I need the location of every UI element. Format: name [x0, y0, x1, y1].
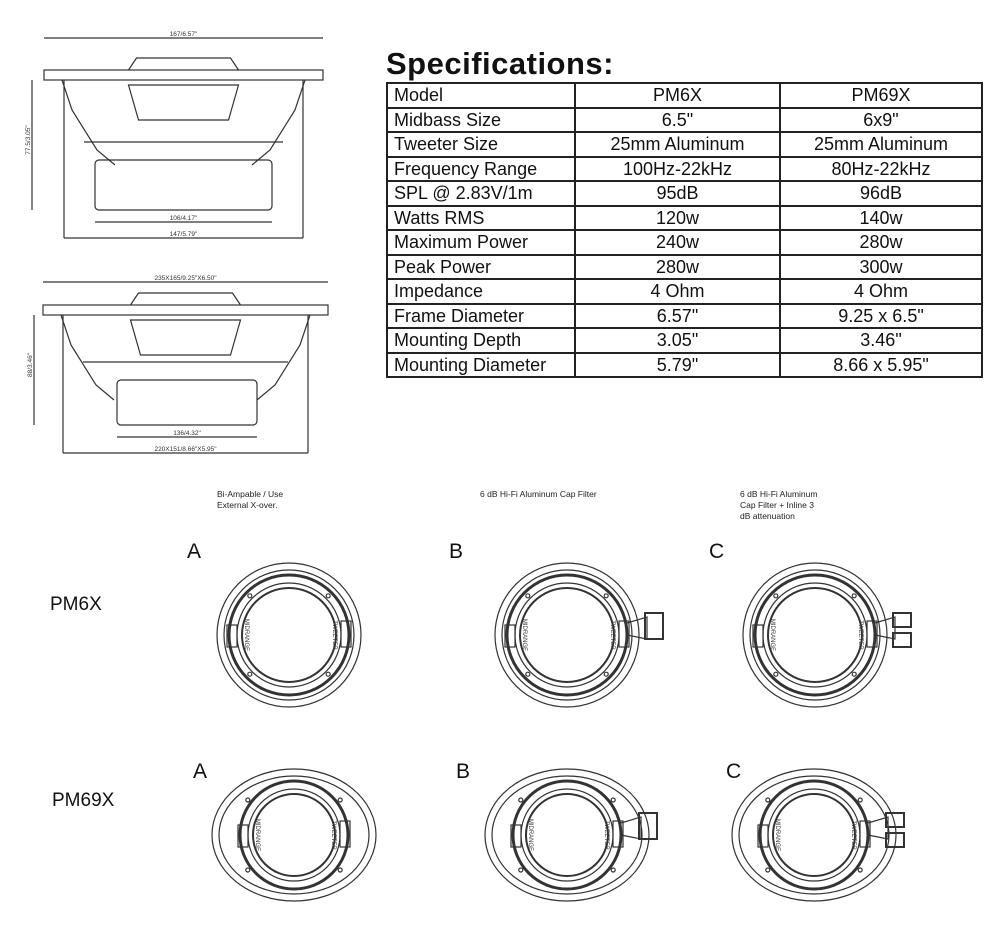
magnet-profile: [95, 160, 272, 210]
caption-line: 6 dB Hi-Fi Aluminum: [740, 489, 818, 499]
outer-frame: [743, 563, 887, 707]
spec-value: 5.79": [575, 353, 780, 378]
tweeter-label: TWEETER: [603, 820, 609, 850]
side-view-drawings: [0, 0, 380, 470]
pm6x-option-a-diagram: [217, 563, 361, 707]
mounting-hole: [611, 868, 615, 872]
spec-label: Midbass Size: [387, 108, 575, 133]
mounting-hole: [852, 672, 856, 676]
tweeter-label: TWEETER: [857, 620, 863, 650]
option-b-label: B: [449, 540, 464, 563]
mounting-hole: [338, 798, 342, 802]
tweeter-label: TWEETER: [609, 620, 615, 650]
depth-dimension-label: 88/3.46": [27, 353, 34, 377]
mounting-hole: [519, 868, 523, 872]
spec-value: PM69X: [780, 83, 982, 108]
outer-frame: [495, 563, 639, 707]
tweeter-label: TWEETER: [330, 820, 336, 850]
tweeter-label: TWEETER: [331, 620, 337, 650]
caption-option-a: [217, 489, 283, 511]
caption-option-b: [480, 489, 597, 500]
option-a-label: A: [193, 760, 208, 783]
spec-row: [387, 132, 982, 157]
magnet-dimension-label: 136/4.32": [173, 430, 201, 437]
pm6x-side-view: [25, 31, 323, 238]
midrange-label: MIDRANGE: [774, 818, 780, 852]
pm6x-option-b-diagram: [495, 563, 663, 707]
spec-value: 300w: [780, 255, 982, 280]
mounting-hole: [766, 798, 770, 802]
spec-row: [387, 83, 982, 108]
spec-label: Mounting Depth: [387, 328, 575, 353]
spec-value: 9.25 x 6.5": [780, 304, 982, 329]
magnet-profile: [117, 380, 257, 425]
speaker-frame-flange: [44, 70, 323, 80]
mounting-hole: [604, 672, 608, 676]
spec-label: Frequency Range: [387, 157, 575, 182]
spec-value: 280w: [780, 230, 982, 255]
outer-frame: [217, 563, 361, 707]
cap-filter: [645, 613, 663, 639]
midrange-label: MIDRANGE: [521, 618, 527, 652]
wiring-diagrams: [0, 540, 1000, 939]
mounting-hole: [526, 594, 530, 598]
spec-value: 25mm Aluminum: [780, 132, 982, 157]
caption-line: Cap Filter + Inline 3: [740, 500, 814, 510]
cone-edge: [768, 789, 860, 881]
specifications-title: Specifications:: [386, 46, 614, 81]
mounting-hole: [248, 672, 252, 676]
basket-profile: [62, 80, 305, 165]
spec-value: 4 Ohm: [780, 279, 982, 304]
spec-value: 280w: [575, 255, 780, 280]
mounting-hole: [604, 594, 608, 598]
spec-label: Model: [387, 83, 575, 108]
spec-value: 80Hz-22kHz: [780, 157, 982, 182]
mounting-hole: [766, 868, 770, 872]
cone-edge: [248, 789, 340, 881]
mounting-hole: [774, 594, 778, 598]
cone-edge: [515, 583, 619, 687]
spec-label: Maximum Power: [387, 230, 575, 255]
mounting-hole: [326, 594, 330, 598]
option-c-label: C: [709, 540, 725, 563]
cone-profile: [131, 320, 241, 355]
dust-cap-ring: [773, 794, 855, 876]
cap-filter: [893, 613, 911, 627]
mounting-hole: [246, 798, 250, 802]
pm69x-option-c-diagram: [732, 769, 904, 901]
spec-row: [387, 230, 982, 255]
caption-line: Bi-Ampable / Use: [217, 489, 284, 499]
option-c-label: C: [726, 760, 742, 783]
pm69x-option-a-diagram: [212, 769, 376, 901]
option-a-label: A: [187, 540, 202, 563]
mounting-hole: [248, 594, 252, 598]
pm69x-option-b-diagram: [485, 769, 657, 901]
spec-value: 6.5": [575, 108, 780, 133]
caption-line: dB attenuation: [740, 511, 795, 521]
spec-row: [387, 353, 982, 378]
model-label-pm69x: PM69X: [52, 790, 115, 811]
mounting-hole: [858, 868, 862, 872]
midrange-label: MIDRANGE: [254, 818, 260, 852]
caption-line: 6 dB Hi-Fi Aluminum Cap Filter: [480, 489, 597, 499]
spec-label: Tweeter Size: [387, 132, 575, 157]
cone-profile: [129, 85, 239, 120]
inline-attenuator: [893, 633, 911, 647]
spec-value: 3.05": [575, 328, 780, 353]
spec-value: 100Hz-22kHz: [575, 157, 780, 182]
spec-row: [387, 279, 982, 304]
spec-label: SPL @ 2.83V/1m: [387, 181, 575, 206]
spec-value: 6x9": [780, 108, 982, 133]
spec-value: 95dB: [575, 181, 780, 206]
tweeter-label: TWEETER: [850, 820, 856, 850]
spec-label: Frame Diameter: [387, 304, 575, 329]
mounting-hole: [774, 672, 778, 676]
spec-label: Impedance: [387, 279, 575, 304]
spec-row: [387, 108, 982, 133]
spec-row: [387, 157, 982, 182]
mounting-hole: [611, 798, 615, 802]
caption-line: External X-over.: [217, 500, 278, 510]
depth-dimension-label: 77.5/3.05": [25, 125, 32, 155]
model-label-pm6x: PM6X: [50, 594, 102, 615]
mounting-hole: [246, 868, 250, 872]
spec-row: [387, 206, 982, 231]
tweeter-profile: [129, 58, 239, 70]
cone-edge: [521, 789, 613, 881]
mounting-hole: [526, 672, 530, 676]
tweeter-profile: [131, 293, 241, 305]
specifications-table: [386, 82, 983, 378]
spec-value: 25mm Aluminum: [575, 132, 780, 157]
spec-row: [387, 304, 982, 329]
caption-option-c: [740, 489, 817, 522]
dust-cap-ring: [526, 794, 608, 876]
mounting-hole: [326, 672, 330, 676]
width-dimension-label: 167/6.57": [169, 31, 198, 38]
spec-value: 96dB: [780, 181, 982, 206]
midrange-label: MIDRANGE: [769, 618, 775, 652]
dust-cap-ring: [253, 794, 335, 876]
spec-row: [387, 328, 982, 353]
mounting-hole: [858, 798, 862, 802]
dust-cap-ring: [242, 588, 336, 682]
option-b-label: B: [456, 760, 471, 783]
magnet-dimension-label: 106/4.17": [169, 215, 198, 222]
cutout-dimension-label: 147/5.79": [169, 231, 198, 238]
cone-edge: [237, 583, 341, 687]
spec-value: 140w: [780, 206, 982, 231]
spec-value: 6.57": [575, 304, 780, 329]
pm6x-option-c-diagram: [743, 563, 911, 707]
spec-value: 120w: [575, 206, 780, 231]
cone-edge: [763, 583, 867, 687]
midrange-label: MIDRANGE: [527, 818, 533, 852]
spec-value: 240w: [575, 230, 780, 255]
spec-label: Mounting Diameter: [387, 353, 575, 378]
speaker-frame-flange: [43, 305, 328, 315]
mounting-hole: [338, 868, 342, 872]
spec-value: 8.66 x 5.95": [780, 353, 982, 378]
mounting-hole: [519, 798, 523, 802]
spec-label: Peak Power: [387, 255, 575, 280]
dust-cap-ring: [520, 588, 614, 682]
pm69x-side-view: [27, 275, 328, 453]
spec-value: PM6X: [575, 83, 780, 108]
spec-row: [387, 255, 982, 280]
dust-cap-ring: [768, 588, 862, 682]
cutout-dimension-label: 220X151/8.66"X5.95": [154, 446, 217, 453]
width-dimension-label: 235X165/9.25"X6.50": [154, 275, 217, 282]
midrange-label: MIDRANGE: [243, 618, 249, 652]
basket-profile: [61, 315, 310, 400]
spec-row: [387, 181, 982, 206]
spec-value: 4 Ohm: [575, 279, 780, 304]
spec-label: Watts RMS: [387, 206, 575, 231]
mounting-hole: [852, 594, 856, 598]
spec-value: 3.46": [780, 328, 982, 353]
